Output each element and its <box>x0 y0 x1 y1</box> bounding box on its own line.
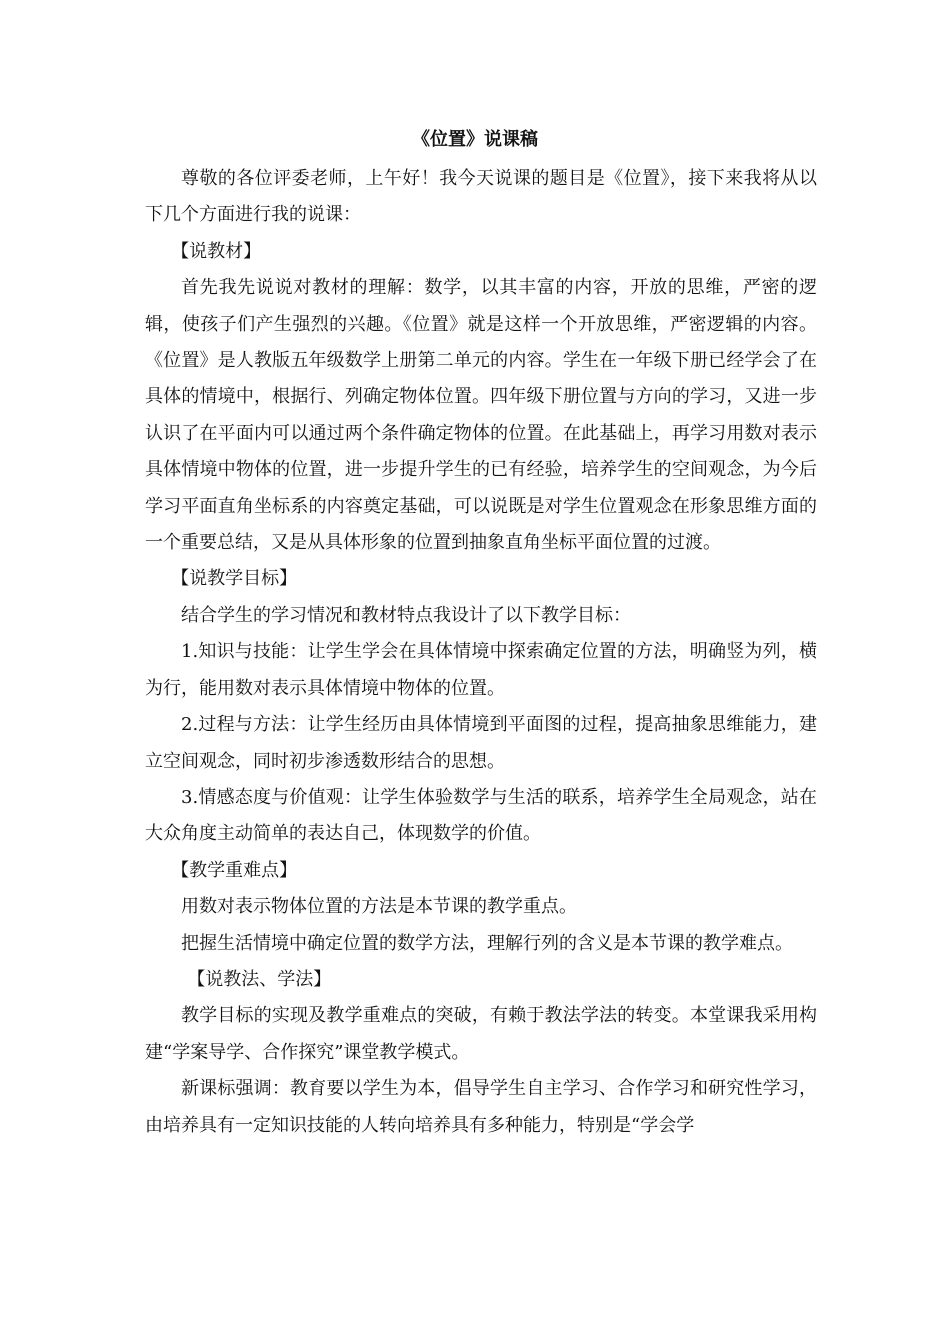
paragraph-difficult-point: 把握生活情境中确定位置的数学方法，理解行列的含义是本节课的教学难点。 <box>181 932 793 954</box>
document-body <box>145 161 817 1144</box>
paragraph-objective-2: 2.过程与方法：让学生经历由具体情境到平面图的过程，提高抽象思维能力，建立空间观念，同时初步渗透数形结合的思想。 <box>145 714 817 772</box>
paragraph-objectives-intro: 结合学生的学习情况和教材特点我设计了以下教学目标： <box>181 604 631 626</box>
section-heading-textbook: 【说教材】 <box>171 240 262 262</box>
paragraph-objective-1: 1.知识与技能：让学生学会在具体情境中探索确定位置的方法，明确竖为列，横为行，能用数对表示具体情境中物体的位置。 <box>145 641 817 699</box>
paragraph-textbook: 首先我先说说对教材的理解：数学，以其丰富的内容，开放的思维，严密的逻辑，使孩子们产生强烈的兴趣。《位置》就是这样一个开放思维，严密逻辑的内容。《位置》是人教版五年级数学上册第二单元的内容。学生在一年级下册已经学会了在具体的情境中，根据行、列确定物体位置。四年级下册位置与方向的学习，又进一步认识了在平面内可以通过两个条件确定物体的位置。在此基础上，再学习用数对表示具体情境中物体的位置，进一步提升学生的已有经验，培养学生的空间观念，为今后学习平面直角坐标系的内容奠定基础，可以说既是对学生位置观念在形象思维方面的一个重要总结，又是从具体形象的位置到抽象直角坐标平面位置的过渡。 <box>145 277 817 554</box>
paragraph-objective-3: 3.情感态度与价值观：让学生体验数学与生活的联系，培养学生全局观念，站在大众角度主动简单的表达自己，体现数学的价值。 <box>145 786 817 845</box>
paragraph-intro: 尊敬的各位评委老师，上午好！我今天说课的题目是《位置》，接下来我将从以下几个方面进行我的说课： <box>145 168 817 226</box>
section-heading-key-points: 【教学重难点】 <box>171 859 298 881</box>
paragraph-key-point: 用数对表示物体位置的方法是本节课的教学重点。 <box>181 896 577 918</box>
document-title: 《位置》说课稿 <box>412 129 538 150</box>
section-heading-methods: 【说教法、学法】 <box>187 968 332 990</box>
paragraph-methods: 教学目标的实现及教学重难点的突破，有赖于教法学法的转变。本堂课我采用构建“学案导学、合作探究”课堂教学模式。 <box>145 1005 817 1063</box>
section-heading-objectives: 【说教学目标】 <box>171 568 298 590</box>
paragraph-curriculum: 新课标强调：教育要以学生为本，倡导学生自主学习、合作学习和研究性学习，由培养具有一定知识技能的人转向培养具有多种能力，特别是“学会学 <box>145 1078 817 1136</box>
